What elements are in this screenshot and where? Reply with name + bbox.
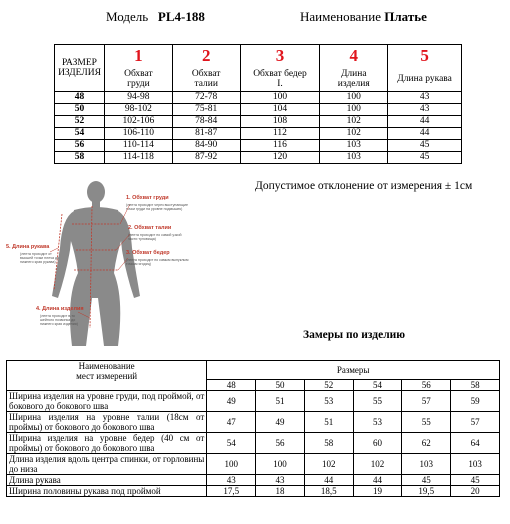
value-cell: 45: [388, 140, 462, 152]
value-cell: 44: [304, 475, 353, 486]
value-cell: 100: [240, 92, 320, 104]
value-cell: 103: [320, 140, 388, 152]
value-cell: 110-114: [104, 140, 172, 152]
size-header-cell: 52: [304, 380, 353, 391]
measurement-name-header: Наименование мест измерений: [7, 361, 207, 391]
value-cell: 43: [388, 92, 462, 104]
value-cell: 75-81: [172, 104, 240, 116]
size-corner-header: РАЗМЕР ИЗДЕЛИЯ: [55, 45, 105, 92]
product-name-value: Платье: [384, 9, 427, 24]
size-header-cell: 54: [353, 380, 402, 391]
measurement-name: Ширина изделия на уровне бедер (40 см от проймы) от бокового до бокового шва: [7, 433, 207, 454]
value-cell: 43: [207, 475, 256, 486]
value-cell: 57: [451, 412, 500, 433]
size-header-cell: 48: [207, 380, 256, 391]
value-cell: 17,5: [207, 486, 256, 497]
value-cell: 98-102: [104, 104, 172, 116]
value-cell: 47: [207, 412, 256, 433]
column-header-hips: Обхват бедер I.: [240, 67, 320, 92]
measurement-name: Ширина половины рукава под проймой: [7, 486, 207, 497]
value-cell: 59: [451, 391, 500, 412]
column-number: 2: [172, 45, 240, 68]
value-cell: 57: [402, 391, 451, 412]
figure-label-length: 4. Длина изделия: [36, 306, 84, 312]
size-cell: 52: [55, 116, 105, 128]
value-cell: 55: [402, 412, 451, 433]
value-cell: 112: [240, 128, 320, 140]
value-cell: 78-84: [172, 116, 240, 128]
value-cell: 102-106: [104, 116, 172, 128]
value-cell: 103: [320, 152, 388, 164]
value-cell: 43: [256, 475, 305, 486]
value-cell: 108: [240, 116, 320, 128]
figure-label-hips: 3. Обхват бедер: [126, 250, 170, 256]
size-chart-table: [54, 44, 462, 164]
value-cell: 116: [240, 140, 320, 152]
value-cell: 54: [207, 433, 256, 454]
column-header-length: Длина изделия: [320, 67, 388, 92]
size-cell: 58: [55, 152, 105, 164]
column-header-chest: Обхват груди: [104, 67, 172, 92]
value-cell: 64: [451, 433, 500, 454]
value-cell: 102: [320, 128, 388, 140]
figure-note-waist: (лента проходит по самой узкой части туловища): [128, 233, 182, 242]
size-cell: 50: [55, 104, 105, 116]
value-cell: 106-110: [104, 128, 172, 140]
column-number: 3: [240, 45, 320, 68]
value-cell: 44: [388, 128, 462, 140]
value-cell: 100: [320, 92, 388, 104]
model-value: PL4-188: [157, 9, 205, 24]
column-number: 4: [320, 45, 388, 68]
value-cell: 44: [388, 116, 462, 128]
value-cell: 94-98: [104, 92, 172, 104]
garment-measurement-table: [6, 360, 500, 497]
value-cell: 53: [304, 391, 353, 412]
value-cell: 51: [304, 412, 353, 433]
value-cell: 103: [402, 454, 451, 475]
value-cell: 100: [320, 104, 388, 116]
value-cell: 58: [304, 433, 353, 454]
value-cell: 72-78: [172, 92, 240, 104]
product-name-line: [300, 9, 427, 25]
column-header-waist: Обхват талии: [172, 67, 240, 92]
column-header-sleeve: Длина рукава: [388, 67, 462, 92]
value-cell: 49: [256, 412, 305, 433]
garment-measurements-title: Замеры по изделию: [303, 329, 406, 341]
value-cell: 60: [353, 433, 402, 454]
table-row: [55, 140, 462, 152]
value-cell: 81-87: [172, 128, 240, 140]
value-cell: 102: [304, 454, 353, 475]
model-line: [106, 9, 205, 25]
product-name-label: Наименование: [300, 9, 381, 24]
figure-note-hips: (лента проходит по самым выпуклым точкам ягодиц): [126, 258, 189, 267]
figure-label-waist: 2. Обхват талии: [128, 225, 172, 231]
table-row: [7, 454, 500, 475]
size-header-cell: 56: [402, 380, 451, 391]
value-cell: 45: [402, 475, 451, 486]
value-cell: 104: [240, 104, 320, 116]
model-label: Модель: [106, 9, 149, 24]
size-cell: 56: [55, 140, 105, 152]
measurement-name: Ширина изделия на уровне талии (18см от проймы) от бокового до бокового шва: [7, 412, 207, 433]
value-cell: 18: [256, 486, 305, 497]
value-cell: 18,5: [304, 486, 353, 497]
figure-note-length: (лента проходит в-то шейного позвонка до нижнего края изделия): [40, 314, 78, 327]
table-row: [55, 104, 462, 116]
table-row: [55, 116, 462, 128]
value-cell: 53: [353, 412, 402, 433]
value-cell: 114-118: [104, 152, 172, 164]
figure-note-chest: (лента проходит через выступающие точки груди на уровне подмышек): [126, 203, 189, 212]
value-cell: 45: [451, 475, 500, 486]
value-cell: 19: [353, 486, 402, 497]
value-cell: 44: [353, 475, 402, 486]
table-row: [55, 92, 462, 104]
value-cell: 43: [388, 104, 462, 116]
measurement-name: Ширина изделия на уровне груди, под проймой, от бокового до бокового шва: [7, 391, 207, 412]
measurement-name: Длина рукава: [7, 475, 207, 486]
value-cell: 87-92: [172, 152, 240, 164]
size-header-cell: 58: [451, 380, 500, 391]
table-row: [7, 475, 500, 486]
value-cell: 55: [353, 391, 402, 412]
value-cell: 100: [256, 454, 305, 475]
column-number: 5: [388, 45, 462, 68]
table-row: [7, 486, 500, 497]
figure-label-sleeve: 5. Длина рукава: [6, 244, 50, 250]
value-cell: 102: [320, 116, 388, 128]
size-cell: 54: [55, 128, 105, 140]
size-cell: 48: [55, 92, 105, 104]
value-cell: 56: [256, 433, 305, 454]
measurement-name: Длина изделия вдоль центра спинки, от горловины до низа: [7, 454, 207, 475]
size-header-cell: 50: [256, 380, 305, 391]
value-cell: 49: [207, 391, 256, 412]
value-cell: 20: [451, 486, 500, 497]
table-row: [55, 152, 462, 164]
table-row: [7, 391, 500, 412]
value-cell: 19,5: [402, 486, 451, 497]
value-cell: 62: [402, 433, 451, 454]
body-measurement-figure: [4, 178, 204, 348]
tolerance-note: Допустимое отклонение от измерения ± 1см: [255, 180, 473, 192]
value-cell: 102: [353, 454, 402, 475]
value-cell: 103: [451, 454, 500, 475]
value-cell: 84-90: [172, 140, 240, 152]
figure-note-sleeve: (лента проходит от высшей точки плеча до нижнего края рукава): [20, 252, 60, 265]
figure-label-chest: 1. Обхват груди: [126, 195, 169, 201]
table-row: [7, 433, 500, 454]
value-cell: 45: [388, 152, 462, 164]
column-number: 1: [104, 45, 172, 68]
value-cell: 100: [207, 454, 256, 475]
sizes-header: Размеры: [207, 361, 500, 380]
table-row: [7, 412, 500, 433]
value-cell: 120: [240, 152, 320, 164]
table-row: [55, 128, 462, 140]
value-cell: 51: [256, 391, 305, 412]
